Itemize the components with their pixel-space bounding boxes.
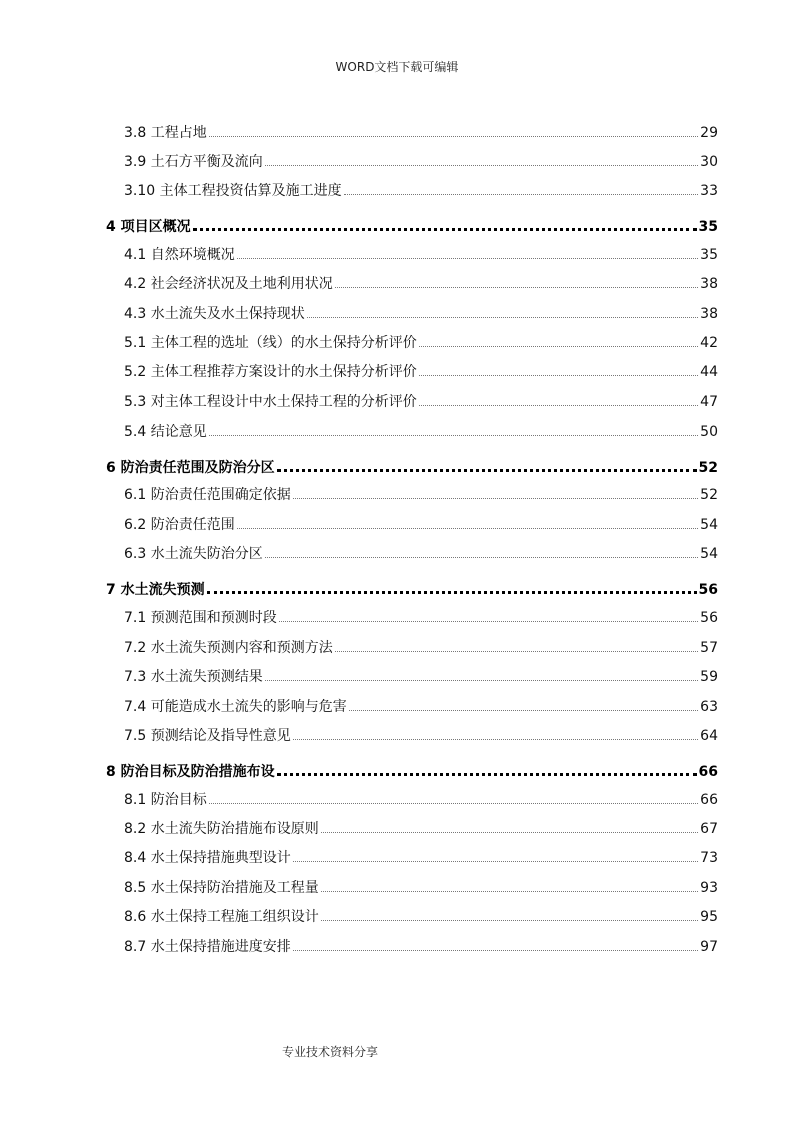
toc-entry-label: 4.3 水土流失及水土保持现状 [124, 306, 305, 322]
toc-page-number: 42 [700, 335, 718, 351]
toc-dot-leader [279, 607, 698, 622]
toc-entry[interactable] [124, 847, 718, 867]
toc-page-number: 56 [700, 610, 718, 626]
toc-dot-leader [293, 847, 698, 862]
toc-dot-leader [237, 514, 698, 529]
toc-page-number: 63 [700, 699, 718, 715]
toc-page-number: 44 [700, 364, 718, 380]
toc-entry-label: 8.6 水土保持工程施工组织设计 [124, 909, 319, 925]
toc-entry-label: 6.1 防治责任范围确定依据 [124, 487, 291, 503]
toc-page-number: 50 [700, 424, 718, 440]
toc-dot-leader [277, 759, 697, 776]
toc-entry[interactable] [124, 818, 718, 838]
toc-page-number: 33 [700, 183, 718, 199]
toc-entry[interactable] [124, 122, 718, 142]
toc-page-number: 38 [700, 306, 718, 322]
toc-chapter-entry[interactable] [106, 455, 718, 477]
toc-page-number: 52 [700, 487, 718, 503]
toc-entry[interactable] [124, 906, 718, 926]
toc-entry[interactable] [124, 180, 718, 200]
toc-dot-leader [335, 637, 698, 652]
toc-page-number: 35 [700, 247, 718, 263]
toc-entry-label: 5.1 主体工程的选址（线）的水土保持分析评价 [124, 335, 417, 351]
toc-entry-label: 7.1 预测范围和预测时段 [124, 610, 277, 626]
toc-entry[interactable] [124, 637, 718, 657]
toc-entry-label: 4.2 社会经济状况及土地利用状况 [124, 276, 333, 292]
toc-page-number: 67 [700, 821, 718, 837]
toc-chapter-entry[interactable] [106, 214, 718, 236]
toc-entry[interactable] [124, 725, 718, 745]
toc-entry-label: 5.2 主体工程推荐方案设计的水土保持分析评价 [124, 364, 417, 380]
toc-dot-leader [321, 818, 698, 833]
toc-entry-label: 7.4 可能造成水土流失的影响与危害 [124, 699, 347, 715]
toc-entry[interactable] [124, 391, 718, 411]
toc-entry-label: 8.5 水土保持防治措施及工程量 [124, 880, 319, 896]
toc-page-number: 57 [700, 640, 718, 656]
toc-dot-leader [237, 244, 698, 259]
toc-page-number: 59 [700, 669, 718, 685]
toc-entry[interactable] [124, 666, 718, 686]
toc-page-number: 54 [700, 546, 718, 562]
toc-dot-leader [293, 725, 698, 740]
toc-entry-label: 3.10 主体工程投资估算及施工进度 [124, 183, 342, 199]
toc-dot-leader [207, 577, 697, 594]
toc-page-number: 47 [700, 394, 718, 410]
toc-entry[interactable] [124, 543, 718, 563]
toc-dot-leader [265, 666, 698, 681]
toc-page-number: 38 [700, 276, 718, 292]
toc-page-number: 56 [698, 582, 718, 598]
toc-entry-label: 7 水土流失预测 [106, 582, 205, 598]
toc-entry-label: 5.3 对主体工程设计中水土保持工程的分析评价 [124, 394, 417, 410]
toc-dot-leader [419, 391, 698, 406]
toc-entry[interactable] [124, 361, 718, 381]
toc-page-number: 35 [698, 219, 718, 235]
toc-entry-label: 8.1 防治目标 [124, 792, 207, 808]
toc-page-number: 66 [700, 792, 718, 808]
toc-dot-leader [307, 303, 698, 318]
toc-entry-label: 3.9 土石方平衡及流向 [124, 154, 263, 170]
toc-page-number: 97 [700, 939, 718, 955]
toc-entry[interactable] [124, 332, 718, 352]
toc-entry-label: 7.5 预测结论及指导性意见 [124, 728, 291, 744]
toc-entry-label: 6.3 水土流失防治分区 [124, 546, 263, 562]
toc-entry-label: 8.2 水土流失防治措施布设原则 [124, 821, 319, 837]
toc-page-number: 64 [700, 728, 718, 744]
toc-entry-label: 5.4 结论意见 [124, 424, 207, 440]
toc-page-number: 73 [700, 850, 718, 866]
toc-dot-leader [265, 543, 698, 558]
toc-page-number: 95 [700, 909, 718, 925]
toc-chapter-entry[interactable] [106, 577, 718, 599]
toc-dot-leader [209, 789, 698, 804]
toc-dot-leader [349, 696, 698, 711]
toc-dot-leader [419, 361, 698, 376]
toc-page-number: 93 [700, 880, 718, 896]
toc-entry-label: 7.2 水土流失预测内容和预测方法 [124, 640, 333, 656]
toc-dot-leader [321, 877, 698, 892]
toc-entry[interactable] [124, 484, 718, 504]
toc-entry-label: 3.8 工程占地 [124, 125, 207, 141]
toc-dot-leader [209, 122, 698, 137]
toc-entry-label: 6 防治责任范围及防治分区 [106, 460, 275, 476]
toc-entry-label: 4.1 自然环境概况 [124, 247, 235, 263]
toc-dot-leader [321, 906, 698, 921]
page-header: WORD文档下载可编辑 [335, 60, 459, 74]
toc-entry[interactable] [124, 936, 718, 956]
toc-entry[interactable] [124, 421, 718, 441]
toc-entry[interactable] [124, 244, 718, 264]
toc-entry[interactable] [124, 514, 718, 534]
toc-page-number: 54 [700, 517, 718, 533]
toc-entry[interactable] [124, 151, 718, 171]
toc-entry-label: 8.7 水土保持措施进度安排 [124, 939, 291, 955]
toc-page-number: 52 [698, 460, 718, 476]
toc-entry[interactable] [124, 789, 718, 809]
toc-chapter-entry[interactable] [106, 759, 718, 781]
toc-dot-leader [335, 273, 698, 288]
toc-entry[interactable] [124, 696, 718, 716]
toc-page-number: 30 [700, 154, 718, 170]
toc-dot-leader [344, 180, 699, 195]
toc-entry-label: 7.3 水土流失预测结果 [124, 669, 263, 685]
toc-entry-label: 8 防治目标及防治措施布设 [106, 764, 275, 780]
toc-dot-leader [293, 484, 698, 499]
toc-dot-leader [277, 455, 697, 472]
toc-dot-leader [193, 214, 697, 231]
toc-entry-label: 4 项目区概况 [106, 219, 191, 235]
toc-entry-label: 8.4 水土保持措施典型设计 [124, 850, 291, 866]
toc-entry[interactable] [124, 273, 718, 293]
toc-page-number: 66 [698, 764, 718, 780]
toc-dot-leader [209, 421, 698, 436]
page-footer: 专业技术资料分享 [281, 1045, 378, 1059]
toc-entry-label: 6.2 防治责任范围 [124, 517, 235, 533]
toc-entry[interactable] [124, 303, 718, 323]
toc-entry[interactable] [124, 877, 718, 897]
toc-dot-leader [293, 936, 698, 951]
toc-dot-leader [265, 151, 698, 166]
toc-page-number: 29 [700, 125, 718, 141]
toc-entry[interactable] [124, 607, 718, 627]
toc-dot-leader [419, 332, 698, 347]
